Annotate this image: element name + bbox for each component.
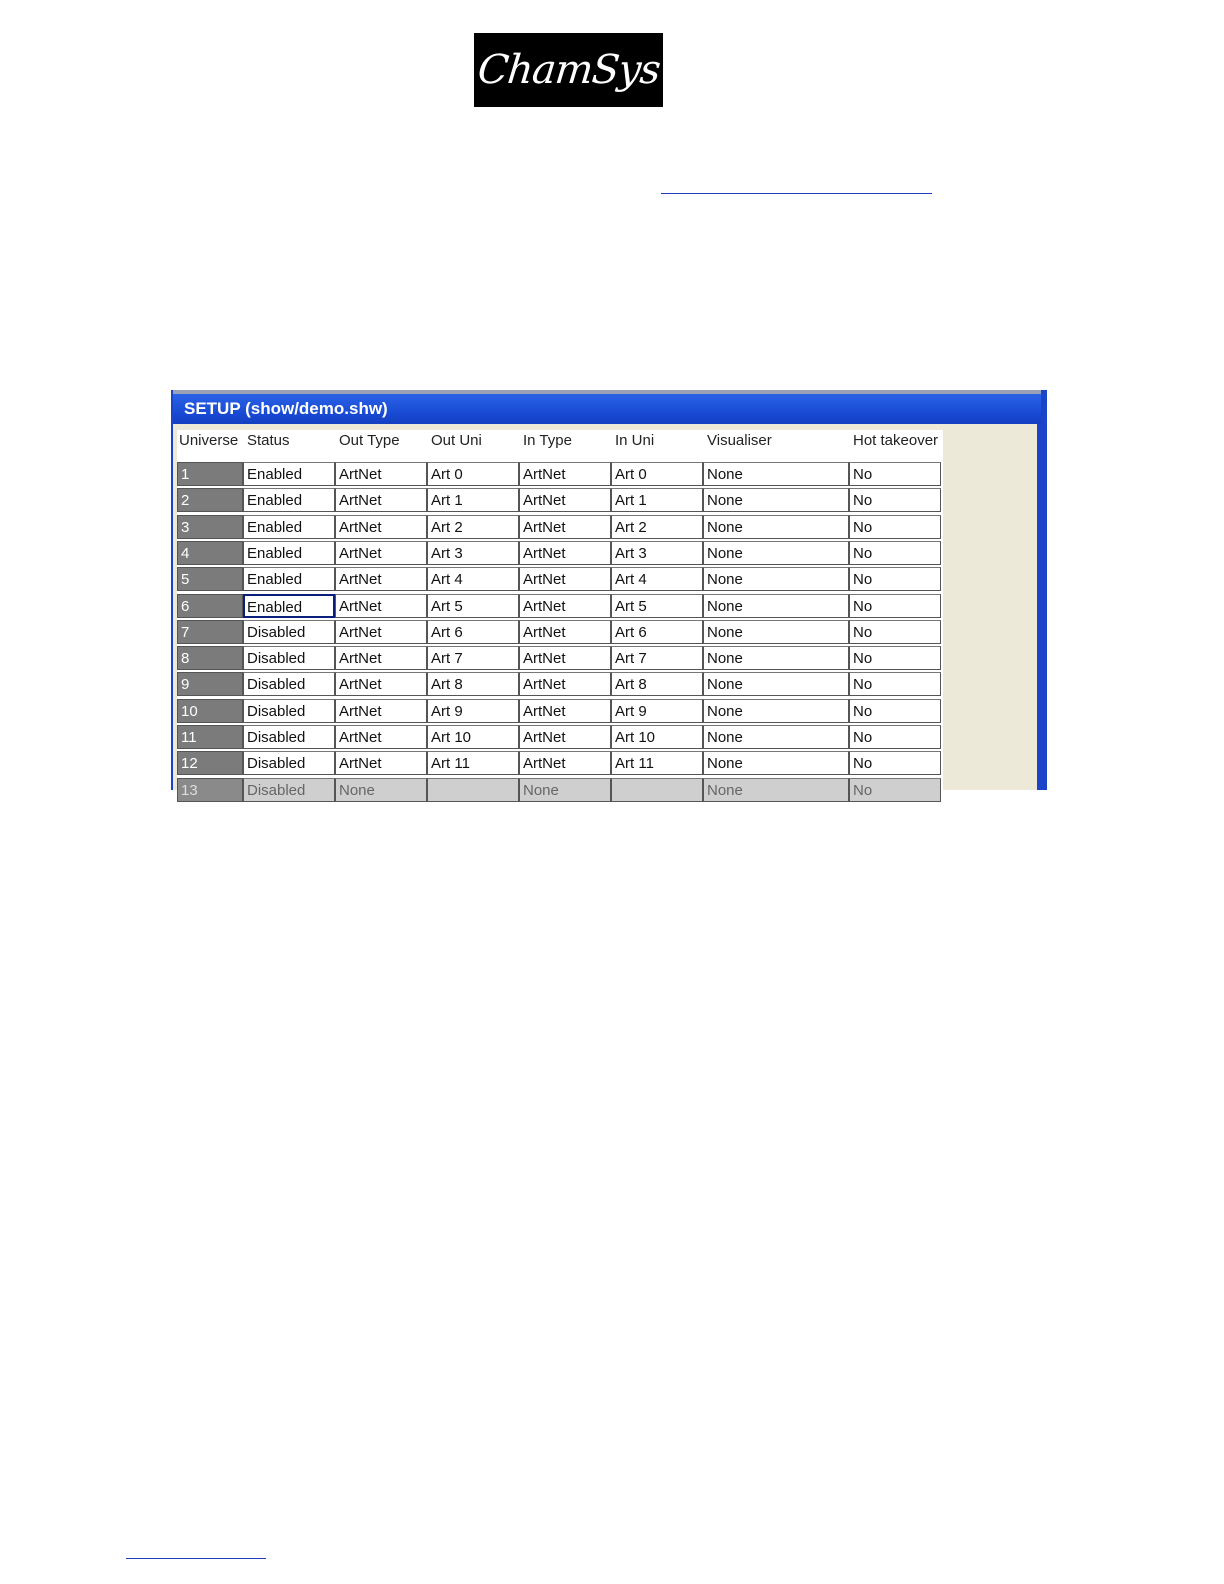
cell-out-uni[interactable] xyxy=(427,778,519,802)
cell-in-uni[interactable]: Art 7 xyxy=(611,646,703,670)
column-header-visualiser[interactable]: Visualiser xyxy=(707,432,772,449)
cell-in-uni[interactable]: Art 11 xyxy=(611,751,703,775)
cell-in-type[interactable]: ArtNet xyxy=(519,620,611,644)
table-row xyxy=(177,778,943,804)
cell-visualiser[interactable]: None xyxy=(703,725,849,749)
table-row xyxy=(177,515,943,541)
cell-in-type[interactable]: ArtNet xyxy=(519,462,611,486)
universe-grid xyxy=(177,430,943,799)
cell-in-uni[interactable]: Art 5 xyxy=(611,594,703,618)
cell-universe[interactable]: 5 xyxy=(177,567,243,591)
cell-in-type[interactable]: None xyxy=(519,778,611,802)
cell-out-type[interactable]: None xyxy=(335,778,427,802)
cell-in-uni[interactable]: Art 3 xyxy=(611,541,703,565)
cell-status[interactable]: Disabled xyxy=(243,620,335,644)
cell-out-uni[interactable]: Art 11 xyxy=(427,751,519,775)
cell-universe[interactable]: 11 xyxy=(177,725,243,749)
cell-out-type[interactable]: ArtNet xyxy=(335,672,427,696)
cell-universe[interactable]: 10 xyxy=(177,699,243,723)
cell-out-uni[interactable]: Art 3 xyxy=(427,541,519,565)
table-row xyxy=(177,594,943,620)
cell-out-type[interactable]: ArtNet xyxy=(335,699,427,723)
cell-in-type[interactable]: ArtNet xyxy=(519,488,611,512)
cell-in-uni[interactable]: Art 6 xyxy=(611,620,703,644)
cell-out-uni[interactable]: Art 8 xyxy=(427,672,519,696)
cell-in-uni[interactable] xyxy=(611,778,703,802)
cell-hot-takeover[interactable]: No xyxy=(849,515,941,539)
table-row xyxy=(177,699,943,725)
cell-visualiser[interactable]: None xyxy=(703,515,849,539)
cell-in-type[interactable]: ArtNet xyxy=(519,725,611,749)
table-row xyxy=(177,462,943,488)
cell-out-type[interactable]: ArtNet xyxy=(335,488,427,512)
cell-in-uni[interactable]: Art 8 xyxy=(611,672,703,696)
cell-out-uni[interactable]: Art 1 xyxy=(427,488,519,512)
cell-universe[interactable]: 12 xyxy=(177,751,243,775)
cell-hot-takeover[interactable]: No xyxy=(849,462,941,486)
scrollbar-edge[interactable] xyxy=(1037,424,1041,790)
cell-in-uni[interactable]: Art 4 xyxy=(611,567,703,591)
table-row xyxy=(177,725,943,751)
cell-hot-takeover[interactable]: No xyxy=(849,488,941,512)
cell-visualiser[interactable]: None xyxy=(703,488,849,512)
table-row xyxy=(177,751,943,777)
cell-in-uni[interactable]: Art 0 xyxy=(611,462,703,486)
cell-status[interactable]: Enabled xyxy=(243,567,335,591)
cell-universe[interactable]: 13 xyxy=(177,778,243,802)
cell-out-uni[interactable]: Art 5 xyxy=(427,594,519,618)
cell-hot-takeover[interactable]: No xyxy=(849,541,941,565)
cell-universe[interactable]: 1 xyxy=(177,462,243,486)
footer-link-underline xyxy=(126,1558,266,1559)
cell-universe[interactable]: 2 xyxy=(177,488,243,512)
cell-in-type[interactable]: ArtNet xyxy=(519,515,611,539)
cell-visualiser[interactable]: None xyxy=(703,699,849,723)
cell-out-type[interactable]: ArtNet xyxy=(335,541,427,565)
cell-hot-takeover[interactable]: No xyxy=(849,778,941,802)
cell-out-type[interactable]: ArtNet xyxy=(335,725,427,749)
cell-visualiser[interactable]: None xyxy=(703,672,849,696)
cell-out-uni[interactable]: Art 7 xyxy=(427,646,519,670)
column-header-status[interactable]: Status xyxy=(247,432,290,449)
cell-out-type[interactable]: ArtNet xyxy=(335,751,427,775)
cell-hot-takeover[interactable]: No xyxy=(849,646,941,670)
cell-in-type[interactable]: ArtNet xyxy=(519,699,611,723)
cell-in-uni[interactable]: Art 10 xyxy=(611,725,703,749)
cell-status[interactable]: Disabled xyxy=(243,778,335,802)
cell-in-type[interactable]: ArtNet xyxy=(519,751,611,775)
cell-visualiser[interactable]: None xyxy=(703,594,849,618)
cell-visualiser[interactable]: None xyxy=(703,567,849,591)
cell-out-type[interactable]: ArtNet xyxy=(335,462,427,486)
table-row xyxy=(177,488,943,514)
cell-out-type[interactable]: ArtNet xyxy=(335,646,427,670)
table-row xyxy=(177,672,943,698)
column-header-in-type[interactable]: In Type xyxy=(523,432,572,449)
column-header-out-type[interactable]: Out Type xyxy=(339,432,400,449)
cell-hot-takeover[interactable]: No xyxy=(849,751,941,775)
cell-out-type[interactable]: ArtNet xyxy=(335,515,427,539)
cell-visualiser[interactable]: None xyxy=(703,646,849,670)
cell-in-uni[interactable]: Art 2 xyxy=(611,515,703,539)
cell-universe[interactable]: 7 xyxy=(177,620,243,644)
cell-status[interactable]: Disabled xyxy=(243,751,335,775)
cell-status[interactable]: Enabled xyxy=(243,515,335,539)
cell-status[interactable]: Enabled xyxy=(243,462,335,486)
cell-out-uni[interactable]: Art 9 xyxy=(427,699,519,723)
cell-in-type[interactable]: ArtNet xyxy=(519,594,611,618)
column-header-in-uni[interactable]: In Uni xyxy=(615,432,655,449)
cell-hot-takeover[interactable]: No xyxy=(849,594,941,618)
cell-status[interactable]: Disabled xyxy=(243,646,335,670)
cell-in-type[interactable]: ArtNet xyxy=(519,567,611,591)
cell-out-uni[interactable]: Art 10 xyxy=(427,725,519,749)
cell-out-type[interactable]: ArtNet xyxy=(335,567,427,591)
cell-universe[interactable]: 3 xyxy=(177,515,243,539)
cell-hot-takeover[interactable]: No xyxy=(849,672,941,696)
cell-hot-takeover[interactable]: No xyxy=(849,725,941,749)
cell-visualiser[interactable]: None xyxy=(703,620,849,644)
cell-in-type[interactable]: ArtNet xyxy=(519,646,611,670)
link-underline xyxy=(661,193,932,194)
cell-universe[interactable]: 6 xyxy=(177,594,243,618)
cell-universe[interactable]: 9 xyxy=(177,672,243,696)
cell-out-uni[interactable]: Art 0 xyxy=(427,462,519,486)
chamsys-logo xyxy=(474,33,663,107)
cell-status[interactable]: Enabled xyxy=(243,594,335,618)
cell-in-type[interactable]: ArtNet xyxy=(519,541,611,565)
cell-out-type[interactable]: ArtNet xyxy=(335,594,427,618)
cell-out-uni[interactable]: Art 2 xyxy=(427,515,519,539)
table-row xyxy=(177,646,943,672)
cell-status[interactable]: Disabled xyxy=(243,725,335,749)
cell-in-uni[interactable]: Art 9 xyxy=(611,699,703,723)
column-header-hot-takeover[interactable]: Hot takeover xyxy=(853,432,939,449)
cell-out-type[interactable]: ArtNet xyxy=(335,620,427,644)
cell-universe[interactable]: 4 xyxy=(177,541,243,565)
table-row xyxy=(177,620,943,646)
cell-visualiser[interactable]: None xyxy=(703,541,849,565)
cell-status[interactable]: Disabled xyxy=(243,672,335,696)
cell-status[interactable]: Enabled xyxy=(243,541,335,565)
table-row xyxy=(177,567,943,593)
cell-visualiser[interactable]: None xyxy=(703,462,849,486)
cell-status[interactable]: Enabled xyxy=(243,488,335,512)
cell-visualiser[interactable]: None xyxy=(703,778,849,802)
cell-in-uni[interactable]: Art 1 xyxy=(611,488,703,512)
cell-visualiser[interactable]: None xyxy=(703,751,849,775)
cell-in-type[interactable]: ArtNet xyxy=(519,672,611,696)
window-titlebar[interactable]: SETUP (show/demo.shw) xyxy=(173,394,1041,424)
cell-hot-takeover[interactable]: No xyxy=(849,620,941,644)
cell-hot-takeover[interactable]: No xyxy=(849,699,941,723)
cell-out-uni[interactable]: Art 6 xyxy=(427,620,519,644)
cell-hot-takeover[interactable]: No xyxy=(849,567,941,591)
cell-out-uni[interactable]: Art 4 xyxy=(427,567,519,591)
table-row xyxy=(177,541,943,567)
setup-window xyxy=(171,390,1047,799)
column-header-out-uni[interactable]: Out Uni xyxy=(431,432,482,449)
cell-universe[interactable]: 8 xyxy=(177,646,243,670)
logo-text: ChamSys xyxy=(475,47,662,93)
column-header-universe[interactable]: Universe xyxy=(179,432,239,449)
cell-status[interactable]: Disabled xyxy=(243,699,335,723)
